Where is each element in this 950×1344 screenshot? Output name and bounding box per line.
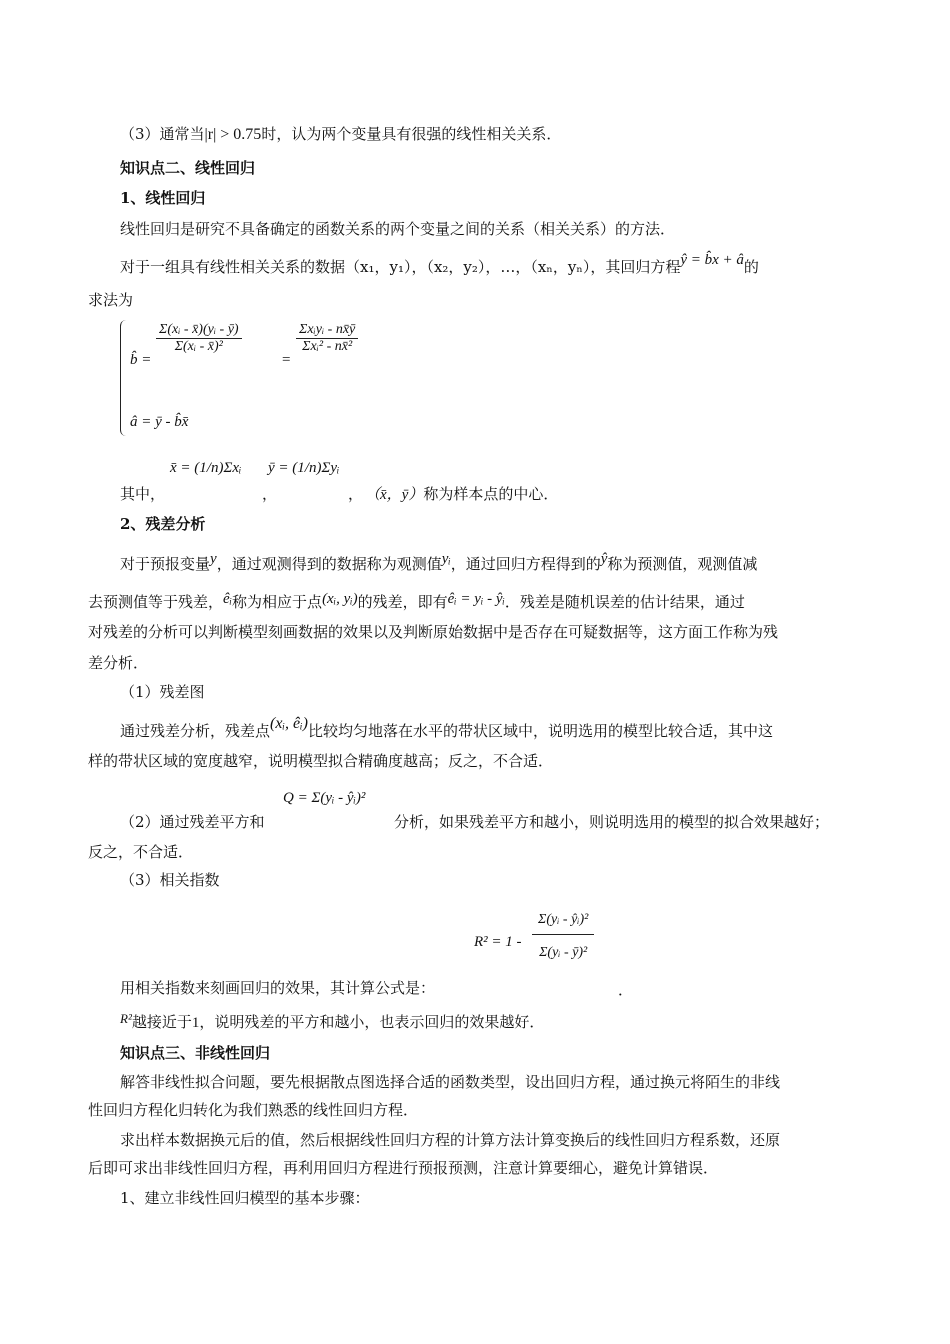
residual-para-line2: 去预测值等于残差，êᵢ称为相应于点(xᵢ, yᵢ)的残差，即有êᵢ = yᵢ - ŷᵢ．残差是随机误差的估计结果，通过 bbox=[88, 591, 745, 611]
x-bar-formula: x̄ = (1/n)Σxᵢ bbox=[170, 460, 242, 476]
regression-equation: ŷ = b̂x + â bbox=[680, 252, 744, 268]
residual-plot-line1: 通过残差分析，残差点(xᵢ, êᵢ)比较均匀地落在水平的带状区域中，说明选用的模型比较合适，其中这 bbox=[120, 715, 773, 740]
sample-center-point: （x̄，ȳ）称为样本点的中心． bbox=[365, 485, 559, 503]
data-set-line: 对于一组具有线性相关关系的数据（x₁，y₁），（x₂，y₂），…，（xₙ，yₙ），其回归方程ŷ = b̂x + â的 bbox=[120, 252, 759, 276]
strong-correlation-line: （3）通常当|r| > 0.75时，认为两个变量具有很强的线性相关关系． bbox=[120, 125, 562, 143]
subheading-residual-analysis: 2、残差分析 bbox=[120, 515, 206, 533]
subheading-linear-regression: 1、线性回归 bbox=[120, 189, 206, 207]
residual-para-line1: 对于预报变量y，通过观测得到的数据称为观测值yᵢ，通过回归方程得到的ŷ称为预测值，观测值减 bbox=[120, 551, 758, 573]
residual-plot-line2: 样的带状区域的宽度越窄，说明模型拟合精确度越高；反之，不合适． bbox=[88, 752, 554, 770]
least-squares-formula: b̂ = $\frac{\text{Σ(xᵢ - x̄)(yᵢ - ȳ)}}{\text{Σ(xᵢ - x̄)²}}$ = Σxᵢyᵢ - nx̄ȳ Σxᵢ² - nx̄² â = ȳ - b̂x̄ bbox=[118, 318, 408, 438]
nonlinear-para2-line2: 后即可求出非线性回归方程，再利用回归方程进行预报预测，注意计算要细心，避免计算错误． bbox=[88, 1159, 719, 1177]
b-fraction-1: $\frac{\text{Σ(xᵢ - x̄)(yᵢ - ȳ)}}{\text{Σ(xᵢ - x̄)²}}$ bbox=[156, 322, 242, 355]
r-threshold-formula: |r| > 0.75 bbox=[204, 126, 262, 143]
section-heading-linear-regression: 知识点二、线性回归 bbox=[120, 159, 256, 177]
sample-center-line: 其中， bbox=[120, 485, 166, 503]
method-label: 求法为 bbox=[88, 291, 134, 309]
residual-plot-heading: （1）残差图 bbox=[120, 683, 205, 701]
nonlinear-para1-line2: 性回归方程化归转化为我们熟悉的线性回归方程． bbox=[88, 1101, 419, 1119]
r-squared-formula: R² = 1 - $\frac{\text{Σ(yᵢ - ŷᵢ)²}}{\text{Σ(yᵢ - ȳ)²}}$ bbox=[474, 904, 634, 990]
residual-sum-formula: Q = Σ(yᵢ - ŷᵢ)² bbox=[283, 790, 366, 806]
nonlinear-para1-line1: 解答非线性拟合问题，要先根据散点图选择合适的函数类型，设出回归方程，通过换元将陌生的非线 bbox=[120, 1073, 781, 1091]
section-heading-nonlinear-regression: 知识点三、非线性回归 bbox=[120, 1044, 271, 1062]
residual-para-line3: 对残差的分析可以判断模型刻画数据的效果以及判断原始数据中是否存在可疑数据等，这方面工作称为残 bbox=[88, 623, 779, 641]
correlation-index-line: 用相关指数来刻画回归的效果，其计算公式是： bbox=[120, 979, 436, 997]
residual-para-line4: 差分析． bbox=[88, 654, 149, 672]
r-squared-closer-line: R²越接近于1，说明残差的平方和越小，也表示回归的效果越好． bbox=[120, 1011, 545, 1031]
brace bbox=[120, 320, 127, 436]
nonlinear-steps-heading: 1、建立非线性回归模型的基本步骤： bbox=[120, 1189, 370, 1207]
b-fraction-2: Σxᵢyᵢ - nx̄ȳ Σxᵢ² - nx̄² bbox=[296, 322, 358, 355]
nonlinear-para2-line1: 求出样本数据换元后的值，然后根据线性回归方程的计算方法计算变换后的线性回归方程系数，还原 bbox=[120, 1131, 781, 1149]
a-hat-formula: â = ȳ - b̂x̄ bbox=[130, 414, 189, 430]
residual-sum-line2: 反之，不合适． bbox=[88, 843, 194, 861]
residual-sum-line1: （2）通过残差平方和 bbox=[120, 813, 265, 831]
b-hat-label: b̂ = bbox=[130, 352, 152, 368]
linear-regression-intro: 线性回归是研究不具备确定的函数关系的两个变量之间的关系（相关关系）的方法． bbox=[120, 220, 676, 238]
residual-sum-line1b: 分析，如果残差平方和越小，则说明选用的模型的拟合效果越好； bbox=[394, 813, 830, 831]
correlation-index-heading: （3）相关指数 bbox=[120, 871, 220, 889]
y-bar-formula: ȳ = (1/n)Σyᵢ bbox=[268, 460, 340, 476]
